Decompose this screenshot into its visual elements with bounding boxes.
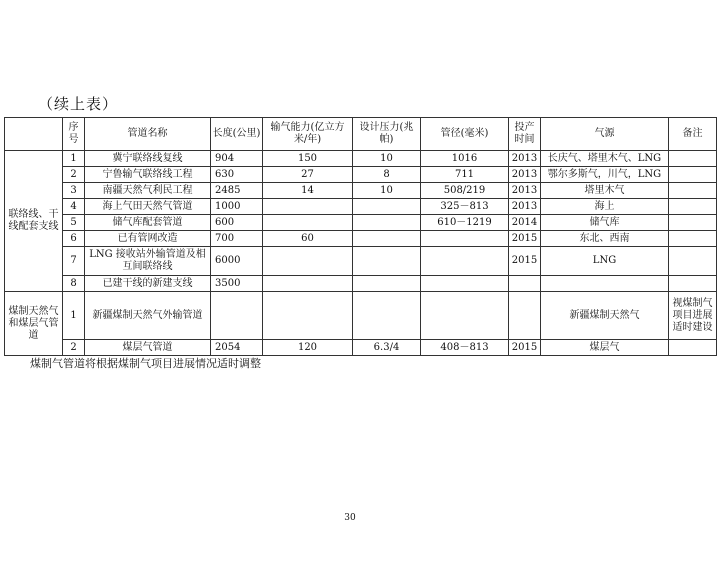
cell-pressure: 10 <box>353 151 421 167</box>
cell-capacity <box>263 199 353 215</box>
cell-diameter: 610－1219 <box>421 215 509 231</box>
cell-name: 煤层气管道 <box>85 340 211 356</box>
cell-length: 2485 <box>211 183 263 199</box>
table-row <box>5 340 717 356</box>
table-row <box>5 199 717 215</box>
cell-note <box>669 183 717 199</box>
cell-length: 630 <box>211 167 263 183</box>
cell-seq: 2 <box>63 167 85 183</box>
cell-diameter: 711 <box>421 167 509 183</box>
cell-note <box>669 276 717 292</box>
cell-source: 储气库 <box>541 215 669 231</box>
cell-year: 2013 <box>509 167 541 183</box>
cell-note: 视煤制气项目进展适时建设 <box>669 292 717 340</box>
cell-diameter: 325－813 <box>421 199 509 215</box>
table-row <box>5 167 717 183</box>
cell-note <box>669 167 717 183</box>
header-name: 管道名称 <box>85 118 211 151</box>
cell-pressure <box>353 231 421 247</box>
cell-seq: 2 <box>63 340 85 356</box>
cell-capacity <box>263 215 353 231</box>
cell-pressure <box>353 292 421 340</box>
cell-source: 东北、西南 <box>541 231 669 247</box>
cell-pressure <box>353 199 421 215</box>
header-year: 投产时间 <box>509 118 541 151</box>
cell-diameter <box>421 276 509 292</box>
cell-length: 2054 <box>211 340 263 356</box>
table-row <box>5 276 717 292</box>
table-row <box>5 183 717 199</box>
cell-source: LNG <box>541 247 669 276</box>
cell-capacity <box>263 247 353 276</box>
cell-length: 904 <box>211 151 263 167</box>
cell-name: 储气库配套管道 <box>85 215 211 231</box>
cell-source <box>541 276 669 292</box>
cell-length: 600 <box>211 215 263 231</box>
cell-length: 3500 <box>211 276 263 292</box>
cell-capacity: 150 <box>263 151 353 167</box>
header-note: 备注 <box>669 118 717 151</box>
cell-length <box>211 292 263 340</box>
cell-source: 鄂尔多斯气，川气，LNG <box>541 167 669 183</box>
cell-name: LNG 接收站外输管道及相互间联络线 <box>85 247 211 276</box>
header-group <box>5 118 63 151</box>
cell-capacity: 27 <box>263 167 353 183</box>
cell-note <box>669 340 717 356</box>
cell-year: 2014 <box>509 215 541 231</box>
cell-capacity: 120 <box>263 340 353 356</box>
group-cell: 煤制天然气和煤层气管道 <box>5 292 63 356</box>
cell-year: 2015 <box>509 247 541 276</box>
cell-length: 1000 <box>211 199 263 215</box>
table-row <box>5 292 717 340</box>
header-length: 长度(公里) <box>211 118 263 151</box>
cell-note <box>669 231 717 247</box>
cell-source: 煤层气 <box>541 340 669 356</box>
header-capacity: 输气能力(亿立方米/年) <box>263 118 353 151</box>
cell-seq: 1 <box>63 292 85 340</box>
cell-diameter: 508/219 <box>421 183 509 199</box>
cell-seq: 3 <box>63 183 85 199</box>
cell-diameter <box>421 292 509 340</box>
cell-name: 已有管网改造 <box>85 231 211 247</box>
cell-pressure: 10 <box>353 183 421 199</box>
cell-name: 宁鲁输气联络线工程 <box>85 167 211 183</box>
cell-diameter <box>421 247 509 276</box>
header-row <box>5 118 717 151</box>
cell-year: 2015 <box>509 340 541 356</box>
cell-name: 新疆煤制天然气外输管道 <box>85 292 211 340</box>
cell-year <box>509 292 541 340</box>
cell-seq: 6 <box>63 231 85 247</box>
cell-capacity <box>263 292 353 340</box>
cell-capacity: 14 <box>263 183 353 199</box>
cell-pressure: 6.3/4 <box>353 340 421 356</box>
cell-diameter <box>421 231 509 247</box>
cell-note <box>669 199 717 215</box>
cell-pressure <box>353 247 421 276</box>
table-footnote: 煤制气管道将根据煤制气项目进展情况适时调整 <box>30 357 261 370</box>
header-seq: 序号 <box>63 118 85 151</box>
cell-pressure <box>353 215 421 231</box>
cell-year: 2015 <box>509 231 541 247</box>
cell-note <box>669 151 717 167</box>
table-row <box>5 231 717 247</box>
cell-note <box>669 215 717 231</box>
cell-seq: 5 <box>63 215 85 231</box>
cell-year <box>509 276 541 292</box>
cell-seq: 4 <box>63 199 85 215</box>
table-row <box>5 247 717 276</box>
header-source: 气源 <box>541 118 669 151</box>
cell-source: 海上 <box>541 199 669 215</box>
cell-name: 南疆天然气利民工程 <box>85 183 211 199</box>
header-pressure: 设计压力(兆帕) <box>353 118 421 151</box>
cell-diameter: 408－813 <box>421 340 509 356</box>
cell-name: 冀宁联络线复线 <box>85 151 211 167</box>
table-row <box>5 215 717 231</box>
table-row <box>5 151 717 167</box>
cell-capacity: 60 <box>263 231 353 247</box>
cell-diameter: 1016 <box>421 151 509 167</box>
cell-note <box>669 247 717 276</box>
cell-length: 700 <box>211 231 263 247</box>
cell-seq: 1 <box>63 151 85 167</box>
cell-capacity <box>263 276 353 292</box>
cell-pressure <box>353 276 421 292</box>
cell-seq: 8 <box>63 276 85 292</box>
cell-year: 2013 <box>509 183 541 199</box>
group-cell: 联络线、干线配套支线 <box>5 151 63 292</box>
pipeline-table <box>4 117 717 356</box>
header-diameter: 管径(毫米) <box>421 118 509 151</box>
cell-year: 2013 <box>509 151 541 167</box>
cell-seq: 7 <box>63 247 85 276</box>
cell-name: 已建干线的新建支线 <box>85 276 211 292</box>
cell-pressure: 8 <box>353 167 421 183</box>
cell-source: 长庆气、塔里木气、LNG <box>541 151 669 167</box>
cell-length: 6000 <box>211 247 263 276</box>
cell-source: 塔里木气 <box>541 183 669 199</box>
cell-year: 2013 <box>509 199 541 215</box>
cell-name: 海上气田天然气管道 <box>85 199 211 215</box>
continued-label: （续上表） <box>38 95 119 113</box>
cell-source: 新疆煤制天然气 <box>541 292 669 340</box>
page-number: 30 <box>344 513 356 523</box>
